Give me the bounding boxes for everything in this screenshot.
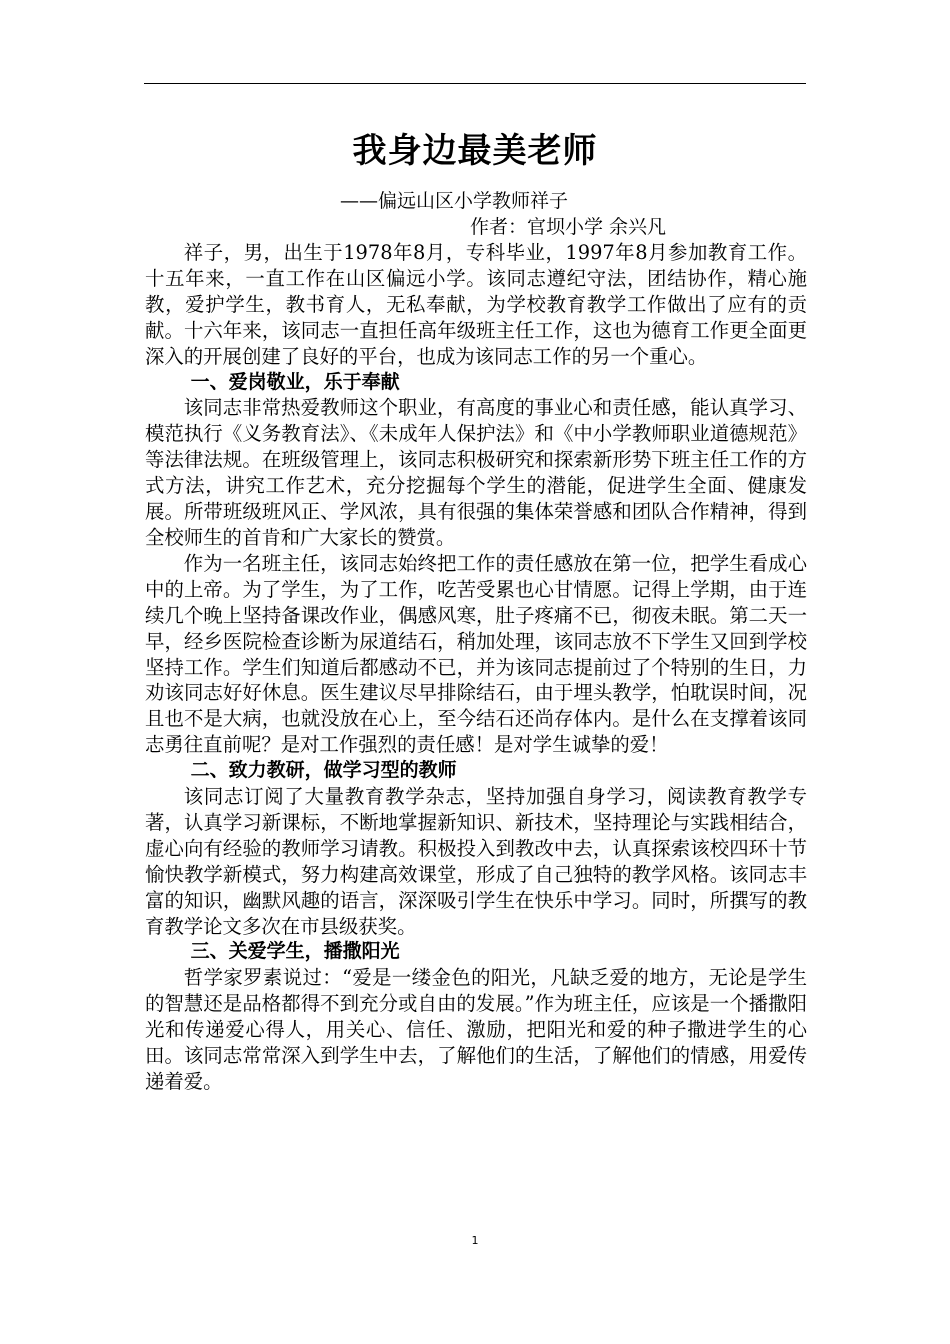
section-heading-2: 二、致力教研，做学习型的教师 <box>190 759 457 782</box>
page-number: 1 <box>471 1234 479 1247</box>
document-body <box>145 240 807 1095</box>
document-author: 作者：官坝小学 余兴凡 <box>470 216 667 238</box>
paragraph-intro: 祥子，男，出生于1978年8月，专科毕业，1997年8月参加教育工作。十五年来，一直工作在山区偏远小学。该同志遵纪守法，团结协作，精心施教，爱护学生，教书育人，无私奉献，为学校教育教学工作做出了应有的贡献。十六年来，该同志一直担任高年级班主任工作，这也为德育工作更全面更深入的开展创建了良好的平台，也成为该同志工作的另一个重心。 <box>145 241 807 368</box>
section-heading-1: 一、爱岗敬业，乐于奉献 <box>190 370 400 393</box>
paragraph-section-1a: 该同志非常热爱教师这个职业，有高度的事业心和责任感，能认真学习、模范执行《义务教育法》、《未成年人保护法》和《中小学教师职业道德规范》等法律法规。在班级管理上，该同志积极研究和探索新形势下班主任工作的方式方法，讲究工作艺术，充分挖掘每个学生的潜能，促进学生全面、健康发展。所带班级班风正、学风浓，具有很强的集体荣誉感和团队合作精神，得到全校师生的首肯和广大家长的赞赏。 <box>145 396 807 549</box>
document-subtitle: ——偏远山区小学教师祥子 <box>340 190 569 212</box>
paragraph-section-1b: 作为一名班主任，该同志始终把工作的责任感放在第一位，把学生看成心中的上帝。为了学生，为了工作，吃苦受累也心甘情愿。记得上学期，由于连续几个晚上坚持备课改作业，偶感风寒，肚子疼痛不已，彻夜未眠。第二天一早，经乡医院检查诊断为尿道结石，稍加处理，该同志放不下学生又回到学校坚持工作。学生们知道后都感动不已，并为该同志提前过了个特别的生日，力劝该同志好好休息。医生建议尽早排除结石，由于埋头教学，怕耽误时间，况且也不是大病，也就没放在心上，至今结石还尚存体内。是什么在支撑着该同志勇往直前呢？是对工作强烈的责任感！是对学生诚挚的爱！ <box>145 551 807 757</box>
header-rule <box>144 83 806 84</box>
paragraph-section-2: 该同志订阅了大量教育教学杂志，坚持加强自身学习，阅读教育教学专著，认真学习新课标，不断地掌握新知识、新技术，坚持理论与实践相结合，虚心向有经验的教师学习请教。积极投入到教改中去，认真探索该校四环十节愉快教学新模式，努力构建高效课堂，形成了自己独特的教学风格。该同志丰富的知识，幽默风趣的语言，深深吸引学生在快乐中学习。同时，所撰写的教育教学论文多次在市县级获奖。 <box>145 785 807 938</box>
section-heading-3: 三、关爱学生，播撒阳光 <box>190 940 400 963</box>
paragraph-section-3: 哲学家罗素说过：“爱是一缕金色的阳光，凡缺乏爱的地方，无论是学生的智慧还是品格都得不到充分或自由的发展。”作为班主任，应该是一个播撒阳光和传递爱心得人，用关心、信任、激励，把阳光和爱的种子撒进学生的心田。该同志常常深入到学生中去，了解他们的生活，了解他们的情感，用爱传递着爱。 <box>145 966 807 1093</box>
document-title: 我身边最美老师 <box>352 131 598 171</box>
